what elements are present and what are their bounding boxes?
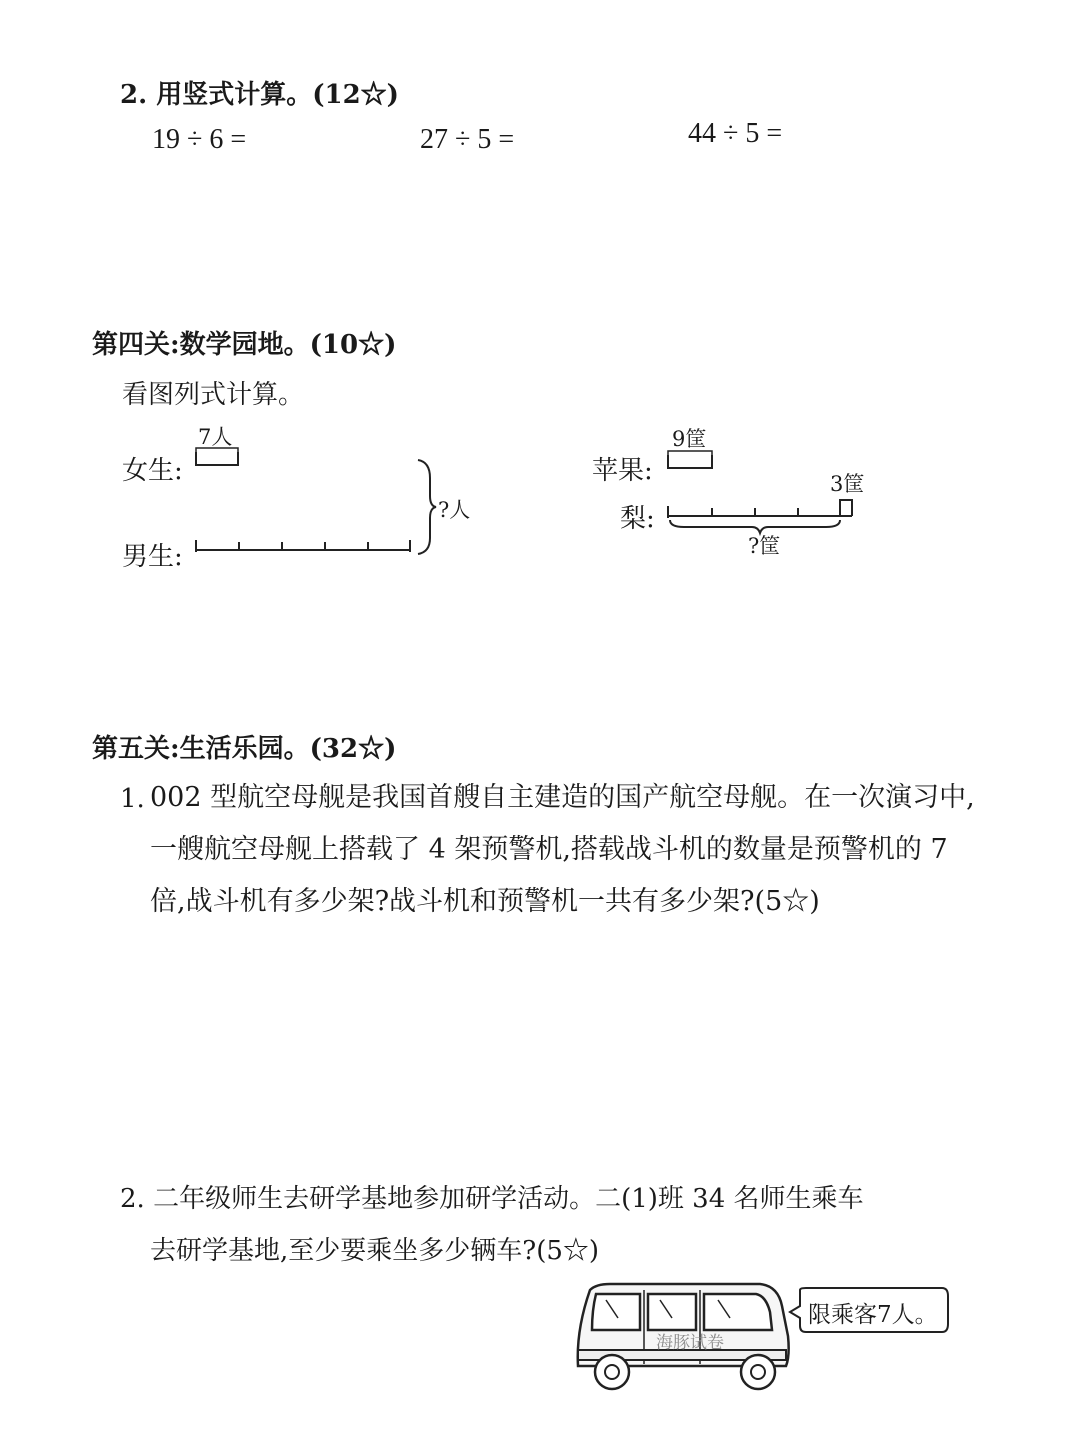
pears-label: 梨:	[620, 504, 655, 534]
equation-3: 44 ÷ 5 =	[688, 118, 783, 149]
speech-text: 限乘客7人。	[808, 1302, 938, 1328]
q1-number: 1.	[120, 784, 145, 814]
q1-text: 002 型航空母舰是我国首艘自主建造的国产航空母舰。在一次演习中,一艘航空母舰上搭载了 4 架预警机,搭载战斗机的数量是预警机的 7 倍,战斗机有多少架?战斗机和预警机一共有多少架?(5☆)	[150, 782, 975, 917]
total-baskets-label: ?筐	[748, 534, 781, 558]
apples-label: 苹果:	[592, 456, 653, 486]
van-wheel-front	[595, 1355, 629, 1389]
watermark: 海豚试卷	[656, 1333, 724, 1353]
vertical-calc-heading: 2. 用竖式计算。(12☆)	[120, 80, 399, 110]
equation-1: 19 ÷ 6 =	[152, 124, 247, 155]
section-4-instruction: 看图列式计算。	[122, 380, 305, 410]
section-5-heading: 第五关:生活乐园。(32☆)	[92, 734, 397, 764]
apples-value: 9筐	[672, 427, 707, 451]
boys-label: 男生:	[122, 542, 183, 572]
total-people-label: ?人	[438, 498, 471, 522]
girls-label: 女生:	[122, 456, 183, 486]
section-4-heading: 第四关:数学园地。(10☆)	[92, 330, 397, 360]
girls-value: 7人	[198, 425, 233, 449]
equation-2: 27 ÷ 5 =	[420, 124, 515, 155]
extra-value: 3筐	[830, 472, 865, 496]
q2-line2: 去研学基地,至少要乘坐多少辆车?(5☆)	[150, 1236, 600, 1266]
van-wheel-back	[741, 1355, 775, 1389]
q2-heading: 2. 二年级师生去研学基地参加研学活动。二(1)班 34 名师生乘车	[120, 1184, 864, 1214]
